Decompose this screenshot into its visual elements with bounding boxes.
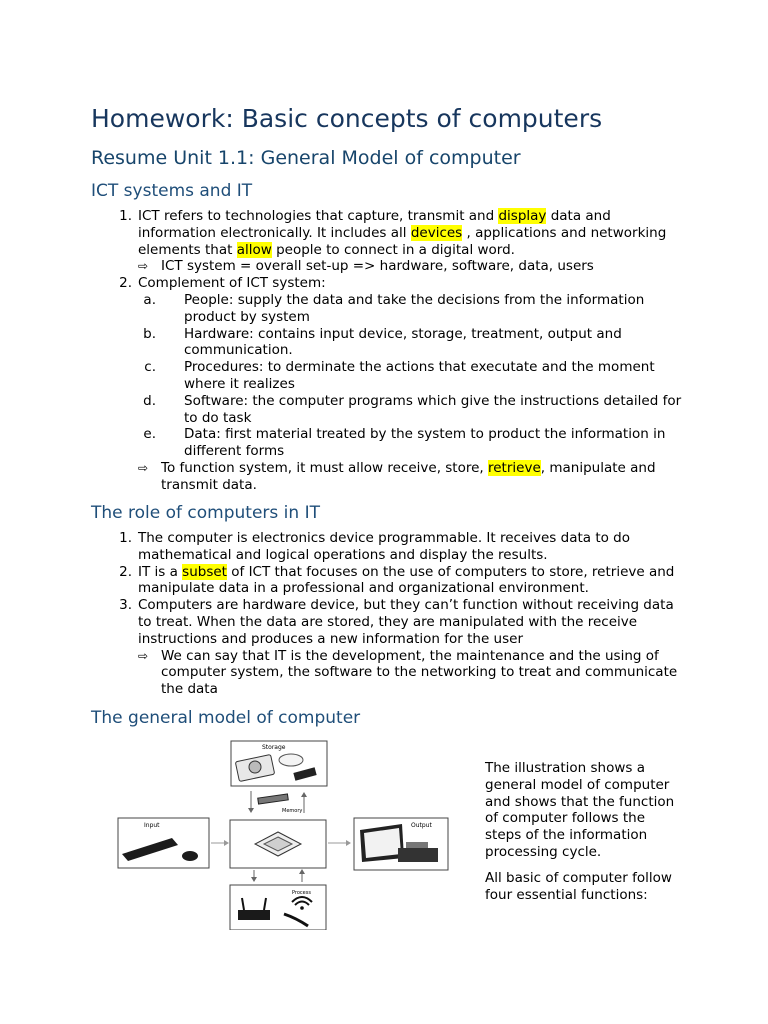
text-run: , manipulate and transmit data. xyxy=(161,459,656,493)
list-number: 3. xyxy=(119,597,132,614)
sub-list-item xyxy=(138,426,690,460)
list-number: 2. xyxy=(119,275,132,292)
monitor-icon xyxy=(360,824,404,862)
highlighted-word: retrieve xyxy=(488,459,541,476)
storage-box xyxy=(231,741,327,786)
text-run: ICT refers to technologies that capture, transmit and xyxy=(138,208,499,224)
cpu-box xyxy=(230,820,326,868)
text-run: IT is a xyxy=(138,563,183,580)
list-text: Computers are hardware device, but they can’t function without receiving data to treat. When the data are stored, they are manipulated with the receive instructions and produces a new information for the user xyxy=(138,597,674,647)
arrow-up-icon xyxy=(299,869,305,882)
diagram-caption xyxy=(485,760,685,912)
sub-list-text: Hardware: contains input device, storage, treatment, output and communication. xyxy=(184,325,622,359)
list-letter: c. xyxy=(144,359,156,376)
text-run: data and information electronically. It includes all xyxy=(138,208,611,241)
input-label: Input xyxy=(144,822,160,829)
process-box xyxy=(230,885,326,930)
list-item xyxy=(110,597,690,647)
general-model-diagram xyxy=(116,738,452,930)
text-run: of ICT that focuses on the use of computers to store, retrieve and manipulate data in a professional and organizational environment. xyxy=(138,563,675,597)
arrow-icon: ⇨ xyxy=(138,259,149,274)
arrow-down-icon xyxy=(248,791,254,813)
process-label: Process xyxy=(292,890,311,896)
sub-list-item xyxy=(138,393,690,427)
list-item xyxy=(110,208,690,258)
memory-label: Memory xyxy=(282,808,303,814)
section-heading-role: The role of computers in IT xyxy=(91,503,320,523)
input-box xyxy=(118,818,209,868)
text-run: people to connect in a digital word. xyxy=(271,241,515,258)
list-text: Complement of ICT system: xyxy=(138,275,326,292)
arrow-down-icon xyxy=(251,870,257,882)
arrow-text: We can say that IT is the development, the maintenance and the using of computer system, the software to the networking to treat and communicate the data xyxy=(161,647,678,698)
sub-list-item xyxy=(138,326,690,360)
ict-list xyxy=(110,208,690,494)
list-number: 1. xyxy=(119,208,132,224)
highlighted-word: devices xyxy=(410,224,463,241)
list-letter: d. xyxy=(143,392,156,409)
mouse-icon xyxy=(182,851,198,861)
list-number: 2. xyxy=(119,563,132,580)
arrow-right-icon xyxy=(211,840,229,846)
storage-label: Storage xyxy=(262,744,286,751)
sub-list-text: Software: the computer programs which give the instructions detailed for to do task xyxy=(184,392,682,426)
caption-paragraph: The illustration shows a general model of computer and shows that the function of computer follows the steps of the information processing cycle. xyxy=(485,760,675,860)
list-item xyxy=(110,530,690,564)
highlighted-word: subset xyxy=(182,563,227,580)
section-heading-ict: ICT systems and IT xyxy=(91,181,253,201)
list-letter: a. xyxy=(143,291,156,308)
sub-list-text: People: supply the data and take the decisions from the information product by system xyxy=(184,291,645,325)
caption-paragraph: All basic of computer follow four essential functions: xyxy=(485,869,672,903)
highlighted-word: display xyxy=(498,208,547,224)
arrow-text: ICT system = overall set-up => hardware, software, data, users xyxy=(161,258,594,275)
sub-list-item xyxy=(138,359,690,393)
arrow-item xyxy=(110,258,690,275)
sub-list-item xyxy=(138,292,690,326)
memory-module-icon xyxy=(258,794,289,804)
page-title: Homework: Basic concepts of computers xyxy=(91,104,603,133)
arrow-right-icon xyxy=(328,840,351,846)
page-subtitle: Resume Unit 1.1: General Model of computer xyxy=(91,147,521,169)
list-letter: b. xyxy=(143,325,156,342)
output-box xyxy=(354,818,448,870)
text-run: , applications and networking elements that xyxy=(138,224,667,258)
arrow-item xyxy=(110,460,690,494)
list-number: 1. xyxy=(119,530,132,546)
arrow-item xyxy=(110,648,690,698)
highlighted-word: allow xyxy=(236,241,272,258)
sub-list-text: Procedures: to derminate the actions that executate and the moment where it realizes xyxy=(184,359,655,392)
section-heading-model: The general model of computer xyxy=(91,708,361,728)
text-run: To function system, it must allow receive, store, xyxy=(161,459,488,476)
list-item xyxy=(110,564,690,598)
output-label: Output xyxy=(411,822,432,829)
list-text: The computer is electronics device programmable. It receives data to do mathematical and logical operations and display the results. xyxy=(138,530,631,563)
cd-icon xyxy=(279,754,303,766)
list-item xyxy=(110,275,690,292)
arrow-icon: ⇨ xyxy=(138,648,149,663)
sub-list-text: Data: first material treated by the system to product the information in different forms xyxy=(184,426,666,460)
role-list xyxy=(110,530,690,698)
list-letter: e. xyxy=(143,426,156,443)
arrow-icon: ⇨ xyxy=(138,460,149,475)
